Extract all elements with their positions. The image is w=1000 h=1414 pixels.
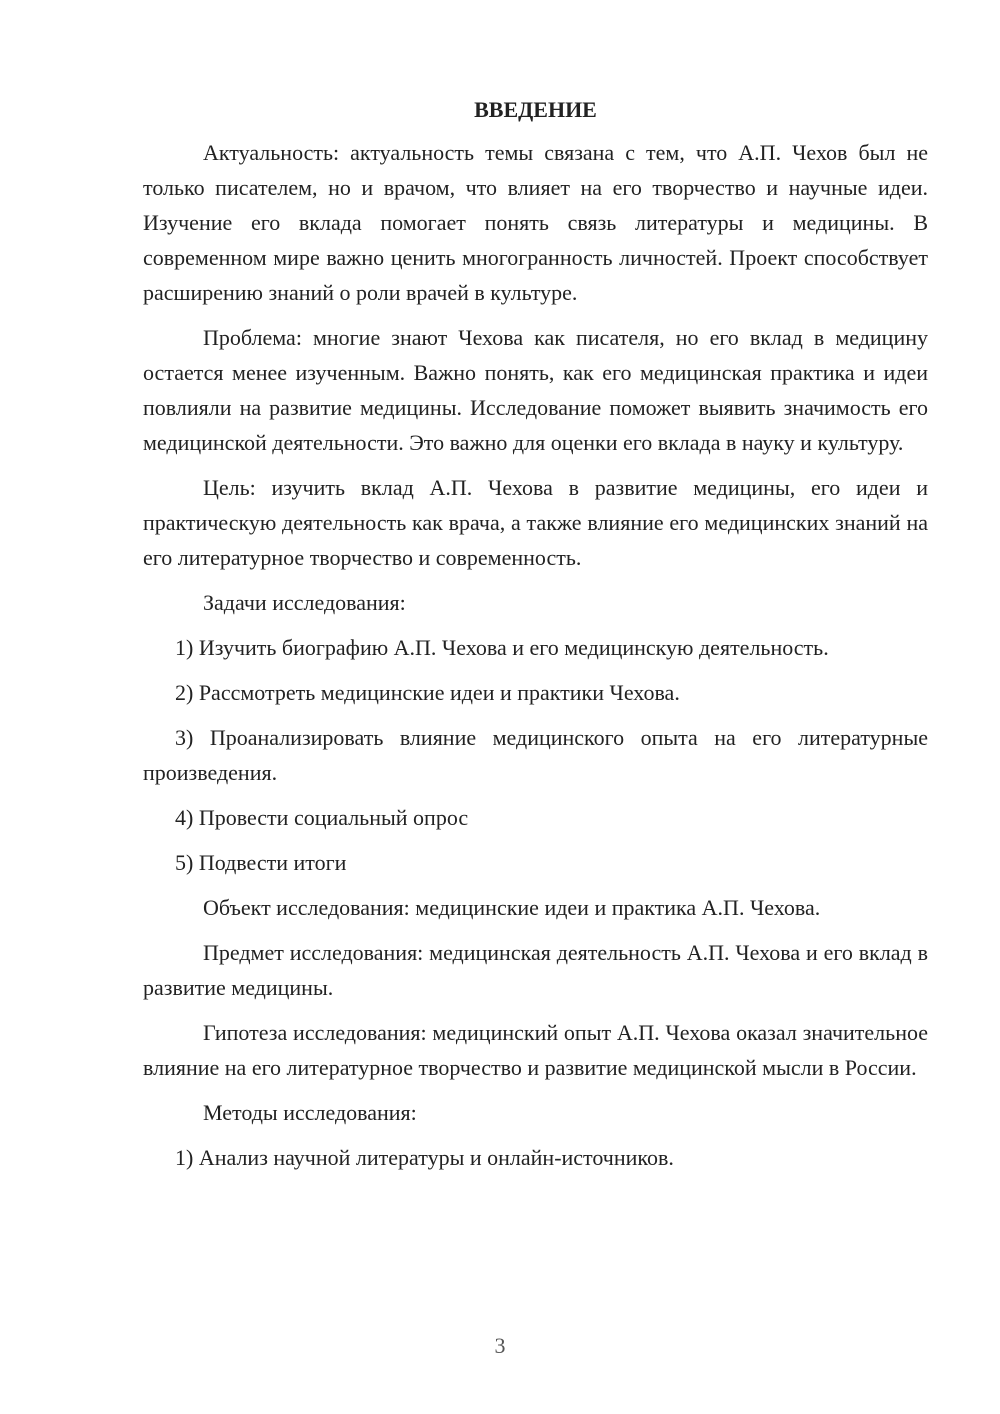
tasks-heading: Задачи исследования:	[203, 590, 406, 615]
task-item: 4) Провести социальный опрос	[175, 805, 469, 830]
subject-paragraph: Предмет исследования: медицинская деятельность А.П. Чехова и его вклад в развитие медицины.	[143, 940, 928, 1000]
relevance-paragraph: Актуальность: актуальность темы связана с тем, что А.П. Чехов был не только писателем, но и врачом, что влияет на его творчество и научные идеи. Изучение его вклада помогает понять связь литературы и медицины. В современном мире важно ценить многогранность личностей. Проект способствует расширению знаний о роли врачей в культуре.	[143, 140, 928, 305]
page-number: 3	[494, 1333, 506, 1358]
task-item: 1) Изучить биографию А.П. Чехова и его медицинскую деятельность.	[175, 635, 829, 660]
task-item: 3) Проанализировать влияние медицинского опыта на его литературные произведения.	[143, 725, 928, 785]
method-item: 1) Анализ научной литературы и онлайн-источников.	[175, 1145, 674, 1170]
task-item: 5) Подвести итоги	[175, 850, 347, 875]
methods-heading: Методы исследования:	[203, 1100, 417, 1125]
goal-paragraph: Цель: изучить вклад А.П. Чехова в развитие медицины, его идеи и практическую деятельность как врача, а также влияние его медицинских знаний на его литературное творчество и современность.	[143, 475, 928, 570]
object-paragraph: Объект исследования: медицинские идеи и практика А.П. Чехова.	[203, 895, 821, 920]
task-item: 2) Рассмотреть медицинские идеи и практики Чехова.	[175, 680, 680, 705]
problem-paragraph: Проблема: многие знают Чехова как писателя, но его вклад в медицину остается менее изученным. Важно понять, как его медицинская практика и идеи повлияли на развитие медицины. Исследование поможет выявить значимость его медицинской деятельности. Это важно для оценки его вклада в науку и культуру.	[143, 325, 928, 455]
hypothesis-paragraph: Гипотеза исследования: медицинский опыт А.П. Чехова оказал значительное влияние на его литературное творчество и развитие медицинской мысли в России.	[143, 1020, 928, 1080]
section-title: ВВЕДЕНИЕ	[474, 97, 597, 122]
document-page	[143, 92, 928, 1185]
